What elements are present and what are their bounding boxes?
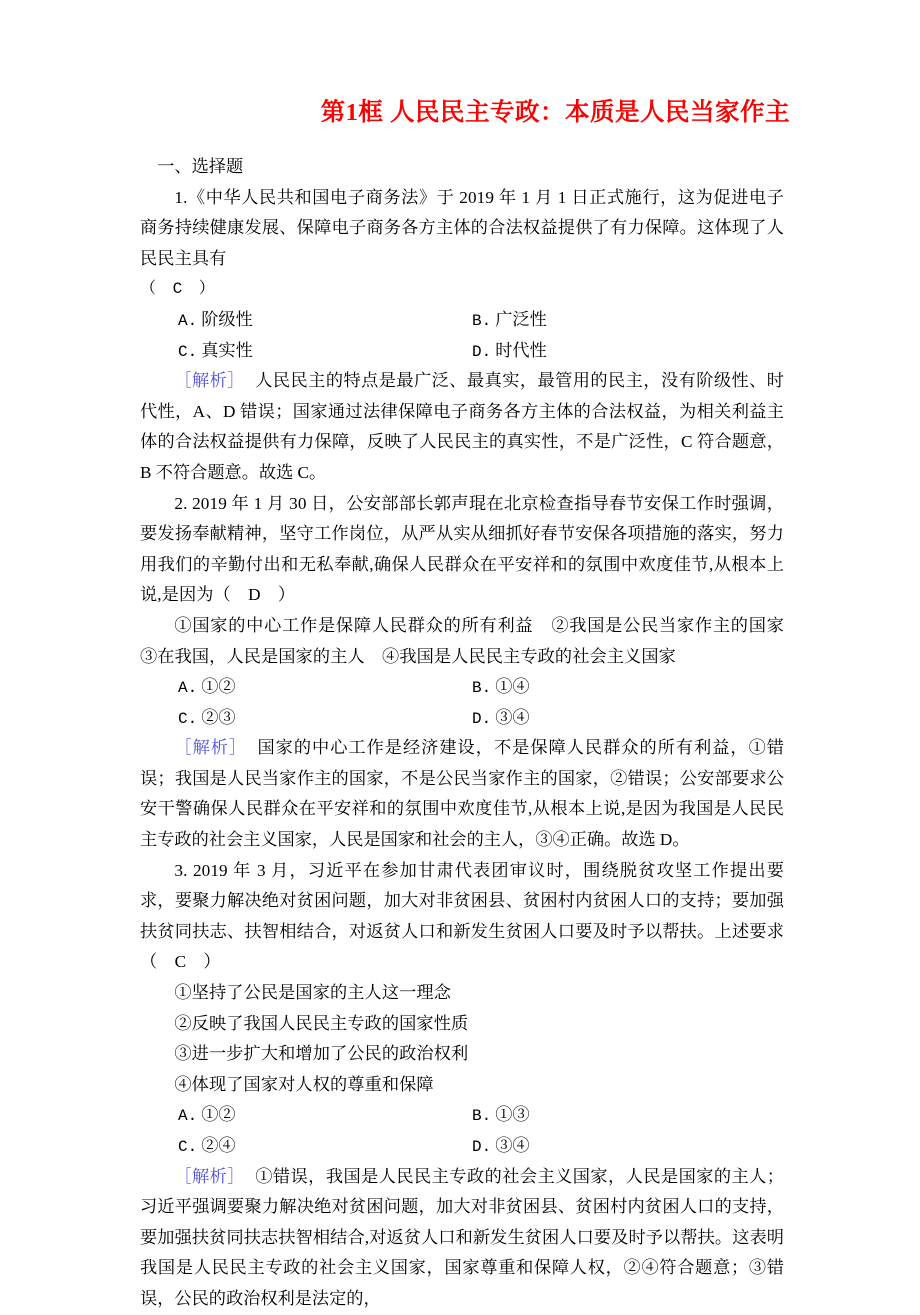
option-a-key: A. xyxy=(178,311,198,330)
option-d[interactable] xyxy=(472,1131,530,1163)
option-b[interactable] xyxy=(472,305,547,337)
page-title-row xyxy=(0,98,790,129)
option-c-key: C. xyxy=(178,709,198,728)
option-b-key: B. xyxy=(472,311,492,330)
question-3-options xyxy=(140,1100,784,1161)
option-row xyxy=(140,1100,784,1131)
option-c-text: ②③ xyxy=(201,707,236,727)
option-c-text: ②④ xyxy=(201,1136,236,1155)
question-1 xyxy=(140,183,784,489)
option-b-text: ①③ xyxy=(495,1105,530,1125)
analysis-text: 国家的中心工作是经济建设，不是保障人民群众的所有利益，①错误；我国是人民当家作主的国家，不是公民当家作主的国家，②错误；公安部要求公安干警确保人民群众在平安祥和的氛围中欢度佳节,从根本上说,是因为我国是人民民主专政的社会主义国家，人民是国家和社会的主人，③④正确。故选 D。 xyxy=(140,738,784,850)
document-body xyxy=(140,152,802,1315)
option-b-text: ①④ xyxy=(495,677,530,697)
list-item: ④体现了国家对人权的尊重和保障 xyxy=(174,1074,434,1094)
option-d-text: ③④ xyxy=(495,1136,530,1155)
question-2-stem: 2. 2019 年 1 月 30 日，公安部部长郭声琨在北京检查指导春节安保工作时强调，要发扬奉献精神，坚守工作岗位，从严从实从细抓好春节安保各项措施的落实，努力用我们的辛勤付出和无私奉献,确保人民群众在平安祥和的氛围中欢度佳节,从根本上说,是因为（ D ） xyxy=(140,493,784,605)
option-d[interactable] xyxy=(472,703,530,735)
question-2-sub-items: ①国家的中心工作是保障人民群众的所有利益 ②我国是公民当家作主的国家 ③在我国，人民是国家的主人 ④我国是人民民主专政的社会主义国家 xyxy=(140,615,802,666)
question-3-analysis xyxy=(140,1162,784,1315)
option-a[interactable] xyxy=(178,1100,236,1132)
option-b-key: B. xyxy=(472,679,492,698)
question-1-options xyxy=(140,305,784,366)
option-row xyxy=(140,336,784,367)
list-item: ①坚持了公民是国家的主人这一理念 xyxy=(174,983,451,1003)
question-3-list xyxy=(140,978,784,1100)
question-2-analysis xyxy=(140,733,784,855)
analysis-text: ①错误，我国是人民民主专政的社会主义国家，人民是国家的主人；习近平强调要聚力解决绝对贫困问题，加大对非贫困县、贫困村内贫困人口的支持，要加强扶贫同扶志扶智相结合,对返贫人口和新发生贫困人口要及时予以帮扶。这表明我国是人民民主专政的社会主义国家，国家尊重和保障人权，②④符合题意；③错误，公民的政治权利是法定的， xyxy=(140,1166,784,1308)
option-a[interactable] xyxy=(178,305,253,337)
question-1-answer-marker: （ C ） xyxy=(140,280,216,299)
option-a-key: A. xyxy=(178,679,198,698)
option-a-text: 阶级性 xyxy=(201,309,253,329)
option-d-key: D. xyxy=(472,1138,492,1156)
option-d-key: D. xyxy=(472,709,492,728)
page-title: 第1框 人民民主专政：本质是人民当家作主 xyxy=(320,99,790,126)
question-3-stem: 3. 2019 年 3 月，习近平在参加甘肃代表团审议时，围绕脱贫攻坚工作提出要求，要聚力解决绝对贫困问题，加大对非贫困县、贫困村内贫困人口的支持；要加强扶贫同扶志、扶智相结合，对返贫人口和新发生贫困人口要及时予以帮扶。上述要求（ C ） xyxy=(140,860,784,972)
option-d[interactable] xyxy=(472,336,547,368)
option-b[interactable] xyxy=(472,672,530,704)
option-d-text: ③④ xyxy=(495,707,530,727)
option-a-text: ①② xyxy=(201,677,236,697)
question-1-stem: 1.《中华人民共和国电子商务法》于 2019 年 1 月 1 日正式施行，这为促进电子商务持续健康发展、保障电子商务各方主体的合法权益提供了有力保障。这体现了人民民主具有 xyxy=(140,187,784,268)
list-item: ③进一步扩大和增加了公民的政治权利 xyxy=(174,1044,469,1064)
option-b[interactable] xyxy=(472,1100,530,1132)
option-a[interactable] xyxy=(178,672,236,704)
question-3 xyxy=(140,856,784,1315)
question-2 xyxy=(140,489,802,856)
option-d-key: D. xyxy=(472,342,492,361)
option-a-key: A. xyxy=(178,1107,198,1126)
option-b-key: B. xyxy=(472,1107,492,1126)
analysis-text: 人民民主的特点是最广泛、最真实，最管用的民主，没有阶级性、时代性，A、D 错误；国家通过法律保障电子商务各方主体的合法权益，为相关利益主体的合法权益提供有力保障，反映了人民民主的真实性，不是广泛性，C 符合题意，B 不符合题意。故选 C。 xyxy=(140,371,784,482)
option-row xyxy=(140,703,784,734)
option-c-text: 真实性 xyxy=(201,340,253,360)
option-row xyxy=(140,672,784,703)
option-c[interactable] xyxy=(178,1131,236,1163)
option-c[interactable] xyxy=(178,703,236,735)
analysis-label: ［解析］ xyxy=(174,371,245,391)
option-c-key: C. xyxy=(178,342,198,361)
list-item: ②反映了我国人民民主专政的国家性质 xyxy=(174,1013,469,1033)
option-b-text: 广泛性 xyxy=(495,309,547,329)
question-1-analysis xyxy=(140,366,784,488)
option-d-text: 时代性 xyxy=(495,340,547,360)
option-row xyxy=(140,1131,784,1162)
option-c-key: C. xyxy=(178,1138,198,1156)
section-heading: 一、选择题 xyxy=(157,157,244,176)
analysis-label: ［解析］ xyxy=(174,1166,245,1186)
option-c[interactable] xyxy=(178,336,253,368)
option-row xyxy=(140,305,784,336)
option-a-text: ①② xyxy=(201,1105,236,1125)
analysis-label: ［解析］ xyxy=(174,738,248,758)
question-2-options xyxy=(140,672,784,733)
